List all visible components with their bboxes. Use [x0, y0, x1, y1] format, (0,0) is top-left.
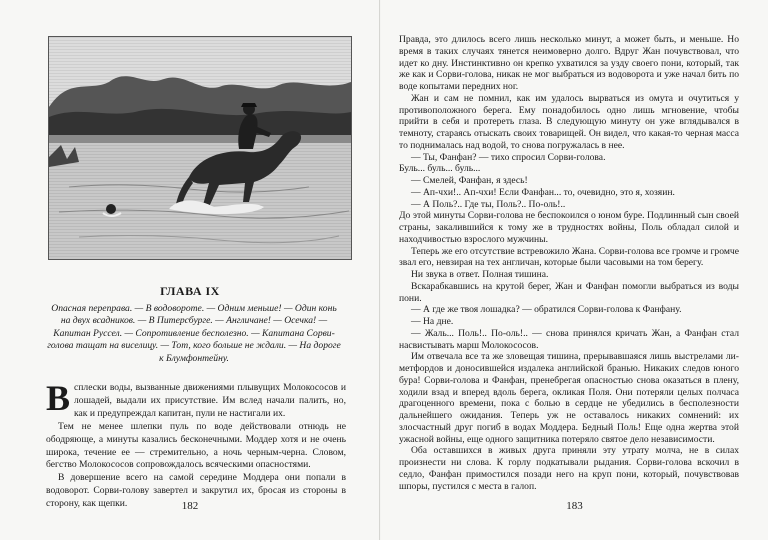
chapter-epigraph: Опасная переправа. — В водовороте. — Одним меньше! — Один конь на двух всадников. — В Питерсбурге. — Англичане! — Осечка! — Капитан Руссел. — Сопротивление бесполезно. — Капитана Сорви-голова тащат на виселицу. — Тот, кого больше не ждали. — На дороге к Блумфонтейну. — [47, 303, 341, 364]
right-paragraph: Оба оставшихся в живых друга приняли эту утрату молча, не в силах произнести ни слова. К горлу подкатывали рыдания. Сорви-голова вскочил в седло, Фанфан примостился позади него на круп пони, который, почувствовав шпоры, пустился с места в галоп. — [399, 445, 739, 492]
right-paragraph: Жан и сам не помнил, как им удалось вырваться из омута и очутиться у противоположного берега. Ему понадобилось одно лишь мгновение, чтобы прийти в себя и протереть глаза. В следующую минуту он уже вглядывался в темноту, стараясь отыскать своих товарищей. Он видел, что какая-то черная масса то поднималась над водой, то снова погружалась в нее. — [399, 92, 739, 151]
left-page — [0, 0, 380, 540]
right-paragraph: — Ты, Фанфан? — тихо спросил Сорви-голова. — [411, 151, 606, 163]
right-paragraph: — Жаль... Поль!.. По-оль!.. — снова принялся кричать Жан, а Фанфан стал насвистывать марш Молокососов. — [399, 327, 739, 351]
right-paragraph: Вскарабкавшись на крутой берег, Жан и Фанфан помогли выбраться из воды пони. — [399, 280, 739, 304]
left-body-text — [46, 378, 346, 511]
right-paragraph: Им отвечала все та же зловещая тишина, прерывавшаяся лишь выстрелами ли-метфордов и доносившейся издалека английской бранью. Никаких следов юного бура! Сорви-голова и Фанфан, пренебрегая опасностью снова оказаться в плену, ходили взад и вперед вдоль берега, окликая Поля. Они потеряли целых полчаса драгоценного времени, пока с болью в сердце не убедились в бесполезности дальнейшего ожидания. Теперь уж не оставалось никаких сомнений: их злосчастный друг погиб в водах Моддера. Бедный Поль! Еще одна жертва этой ужасной войны, еще одного защитника потеряло святое дело независимости. — [399, 351, 739, 445]
chapter-illustration — [48, 36, 352, 260]
right-paragraph: — А Поль?.. Где ты, Поль?.. По-оль!.. — [411, 198, 566, 210]
right-page — [381, 0, 768, 540]
left-paragraph: В довершение всего на самой середине Моддера они попали в водоворот. Сорви-голову завертел и закрутил их, бросая из стороны в сторону, как щепки. — [46, 472, 346, 510]
drop-cap: В — [46, 378, 71, 418]
right-paragraph: — Ап-чхи!.. Ап-чхи! Если Фанфан... то, очевидно, это я, хозяин. — [411, 186, 675, 198]
left-paragraph: Тем не менее шлепки пуль по воде действовали отнюдь не ободряюще, а минуты казались бесконечными. Моддер хотя и не очень широка, течение ее — стремительно, а ночь черным-черна. Словом, бегство Молокососов сопровождалось всяческими опасностями. — [46, 420, 346, 471]
chapter-title: ГЛАВА IX — [160, 284, 220, 298]
right-paragraph: — Смелей, Фанфан, я здесь! — [411, 175, 528, 186]
horseman-engraving-icon — [49, 37, 351, 259]
right-paragraph: До этой минуты Сорви-голова не беспокоился о юном буре. Подлинный сын своей страны, закалившийся к тому же в трудностях войны, Поль обладал силой и находчивостью взрослого мужчины. — [399, 210, 739, 245]
right-paragraph: Теперь же его отсутствие встревожило Жана. Сорви-голова все громче и громче звал его, невзирая на тех англичан, которые были часовыми на том берегу. — [399, 245, 739, 269]
right-paragraph: Буль... буль... буль... — [399, 163, 481, 175]
left-paragraph: Всплески воды, вызванные движениями плывущих Молокососов и лошадей, выдали их присутствие. Им вслед начали палить, но, как и предупреждал капитан, пули не настигали их. — [46, 378, 346, 419]
right-paragraph: Правда, это длилось всего лишь несколько минут, а может быть, и меньше. Но время в таких случаях тянется неимоверно долго. Вдруг Жан почувствовал, что идет ко дну. Инстинктивно он крепко ухватился за узду своего пони, который, так же как и Сорви-голова, никак не мог выбраться из водоворота и уже начал бить по воде копытами передних ног. — [399, 34, 739, 92]
page-number: 183 — [566, 500, 583, 512]
page-number: 182 — [181, 500, 199, 512]
right-paragraph: — На дне. — [411, 316, 454, 327]
right-paragraph: Ни звука в ответ. Полная тишина. — [411, 269, 549, 280]
right-paragraph: — А где же твоя лошадка? — обратился Сорви-голова к Фанфану. — [411, 304, 682, 316]
right-body-text — [399, 34, 739, 492]
